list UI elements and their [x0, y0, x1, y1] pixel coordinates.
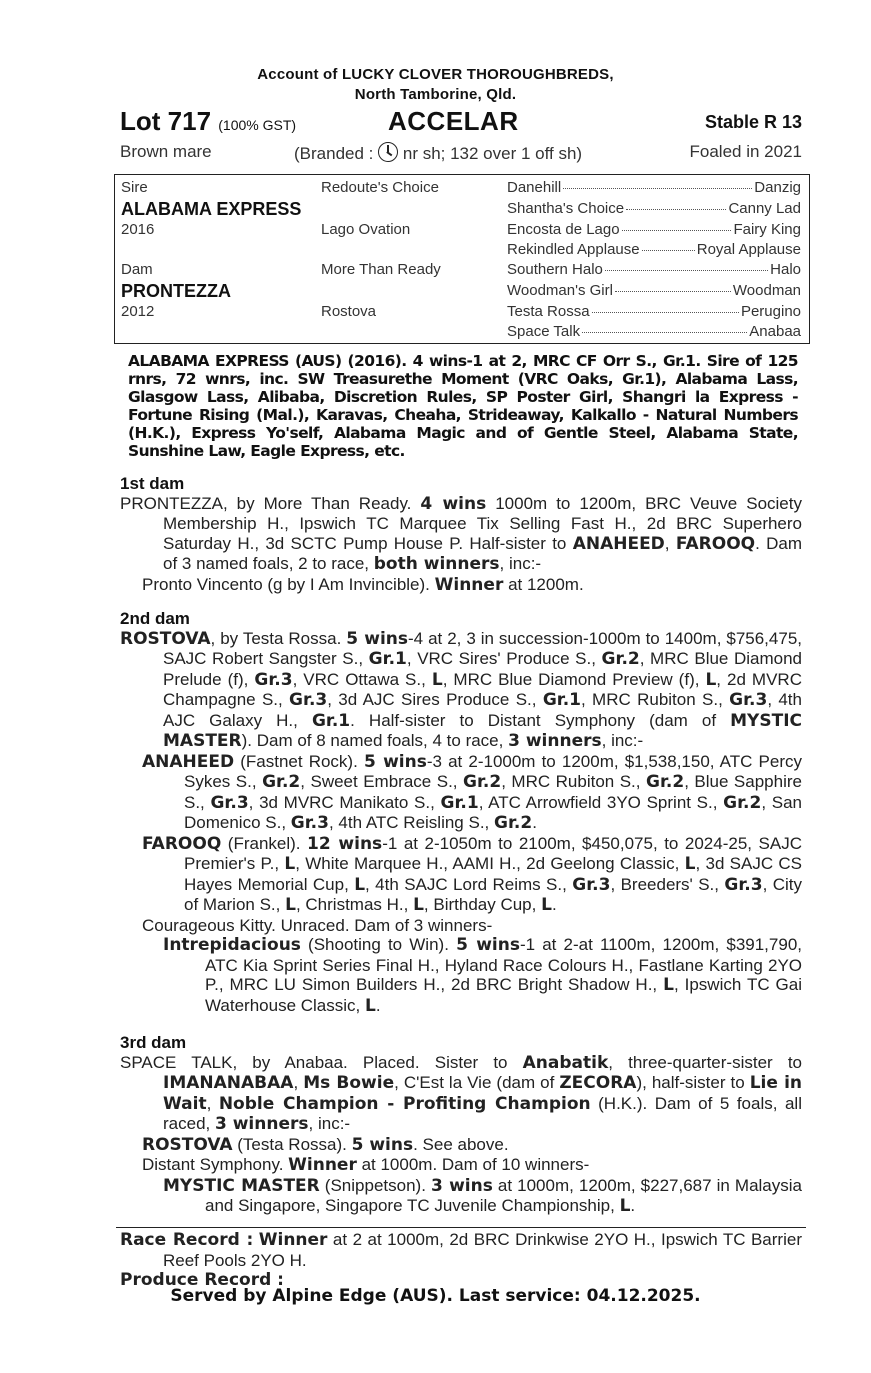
- text-segment: ,: [293, 1073, 304, 1092]
- sire-name: ALABAMA EXPRESS: [121, 199, 302, 219]
- section-heading: 1st dam: [120, 474, 185, 493]
- dam-year: 2012: [121, 303, 155, 320]
- third-dam-section: [120, 1033, 802, 1217]
- text-segment: (Snippetson).: [319, 1175, 431, 1195]
- text-segment: , 2d MVRC Champagne S.,: [163, 669, 802, 709]
- text-segment: , White Marquee H., AAMI H., 2d Geelong Classic,: [295, 854, 685, 873]
- text-segment: , Blue Sapphire S.,: [184, 772, 802, 812]
- bold-segment: Noble Champion - Profiting Champion: [218, 1093, 591, 1114]
- text-segment: , by Testa Rossa.: [210, 628, 347, 648]
- bold-segment: L: [663, 975, 674, 995]
- text-segment: , Sweet Embrace S.,: [300, 772, 464, 791]
- grandparent-row: Testa Rossa Perugino: [507, 303, 801, 320]
- grand-progeny-entry: [120, 1176, 802, 1217]
- dam-label: Dam: [121, 261, 153, 278]
- progeny-entry: Pronto Vincento (g by I Am Invincible). Winner at 1200m.: [142, 574, 584, 595]
- text-segment: (Testa Rossa).: [232, 1134, 352, 1154]
- progeny-entry: [120, 1155, 802, 1176]
- stable-number: Stable R 13: [704, 112, 802, 132]
- grandparent-row: Encosta de Lago Fairy King: [507, 221, 801, 238]
- section-heading: 3rd dam: [120, 1033, 187, 1052]
- bold-segment: L: [705, 669, 717, 690]
- text-segment: , 3d AJC Sires Produce S.,: [327, 690, 543, 709]
- grandparent-row: Shantha's Choice Canny Lad: [507, 200, 801, 217]
- text-segment: at 1000m, 1200m, $227,687 in Malaysia and Singapore, Singapore TC Juvenile Championship,: [205, 1175, 802, 1215]
- text-segment: at 1000m. Dam of 10 winners-: [356, 1155, 590, 1174]
- text-segment: , MRC Blue Diamond Preview (f),: [442, 669, 706, 689]
- section-heading: 2nd dam: [120, 609, 190, 628]
- grandparent-row: Space Talk Anabaa: [507, 323, 801, 340]
- sire-dam: Lago Ovation: [321, 221, 411, 238]
- bold-segment: Gr.3: [290, 813, 329, 833]
- text-segment: , 4th ATC Reisling S.,: [328, 813, 494, 832]
- bold-segment: 3 winners: [214, 1114, 309, 1134]
- lot-number: Lot 717 (100% GST): [120, 106, 297, 136]
- bold-segment: ZECORA: [559, 1073, 637, 1093]
- grandparent-row: Woodman's Girl Woodman: [507, 282, 801, 299]
- bold-segment: Ms Bowie: [303, 1073, 395, 1093]
- service-note: Served by Alpine Edge (AUS). Last service: 04.12.2025.: [170, 1286, 701, 1306]
- colour-sex: Brown mare: [120, 142, 212, 161]
- bold-segment: Gr.3: [254, 669, 293, 690]
- bold-segment: 3 wins: [430, 1175, 493, 1196]
- pedigree-table: [114, 174, 810, 344]
- progeny-entry: Courageous Kitty. Unraced. Dam of 3 winners-: [142, 915, 493, 935]
- bold-segment: IMANANABAA: [163, 1073, 294, 1093]
- bold-segment: Gr.1: [440, 792, 479, 813]
- records: [120, 1230, 802, 1291]
- bold-segment: Gr.1: [311, 710, 351, 731]
- text-segment: Distant Symphony.: [142, 1155, 289, 1174]
- text-segment: (Shooting to Win).: [300, 935, 457, 954]
- text-segment: .: [630, 1196, 636, 1215]
- gst-note: (100% GST): [218, 117, 297, 133]
- divider: [116, 1227, 806, 1228]
- bold-segment: MYSTIC MASTER: [163, 710, 802, 751]
- bold-segment: L: [354, 874, 366, 895]
- text-segment: -1 at 2-1050m to 2100m, $450,075, to 2024-25, SAJC Premier's P.,: [184, 833, 802, 873]
- text-segment: -4 at 2, 3 in succession-1000m to 1400m, $756,475, SAJC Robert Sangster S.,: [163, 628, 802, 668]
- grandparent-row: Southern Halo Halo: [507, 261, 801, 278]
- bold-segment: Gr.3: [289, 690, 328, 710]
- bold-segment: Gr.2: [463, 772, 502, 792]
- text-segment: . See above.: [413, 1134, 509, 1154]
- progeny-entry: [120, 834, 802, 916]
- sire-summary: ALABAMA EXPRESS (AUS) (2016). 4 wins-1 at 2, MRC CF Orr S., Gr.1. Sire of 125 rnrs, 72 wnrs, inc. SW Treasurethe Moment (VRC Oaks, Gr.1), Alabama Lass, Glasgow Lass, Alibaba, Discretion Rules, SP Poster Girl, Shangri la Express - Fortune Rising (Mal.), Karavas, Cheaha, Strideaway, Kalkallo - Natural Numbers (H.K.), Express Yo'self, Alabama Magic and of Gentle Steel, Alabama State, Sunshine Law, Eagle Express, etc.: [128, 352, 798, 460]
- second-dam-section: [120, 609, 802, 1016]
- title-row: [120, 106, 802, 140]
- bold-segment: Gr.2: [601, 649, 640, 669]
- sire-year: 2016: [121, 221, 155, 238]
- text-segment: , VRC Sires' Produce S.,: [406, 649, 602, 668]
- text-segment: , City of Marion S.,: [184, 874, 802, 914]
- text-segment: , Breeders' S.,: [610, 874, 725, 894]
- text-segment: .: [551, 895, 557, 914]
- text-segment: .: [532, 813, 537, 832]
- first-dam-paragraph: PRONTEZZA, by More Than Ready. 4 wins 1000m to 1200m, BRC Veuve Society Membership H., Ipswich TC Marquee Tix Selling Fast H., 2d BRC Superhero Saturday H., 3d SCTC Pump House P. Half-sister to ANAHEED, FAROOQ. Dam of 3 named foals, 2 to race, both winners, inc:-: [120, 493, 802, 574]
- bold-segment: 5 wins: [351, 1134, 414, 1155]
- bold-segment: Lie in Wait: [163, 1073, 803, 1114]
- progeny-entry: [120, 752, 802, 834]
- text-segment: , inc:-: [308, 1114, 351, 1133]
- bold-segment: Gr.3: [210, 792, 249, 813]
- text-segment: , 4th AJC Galaxy H.,: [163, 690, 802, 730]
- first-dam-section: [120, 474, 802, 595]
- bold-segment: Gr.2: [494, 813, 533, 833]
- race-record: Race Record : Winner at 2 at 1000m, 2d BRC Drinkwise 2YO H., Ipswich TC Barrier Reef Pools 2YO H.: [120, 1230, 802, 1270]
- bold-segment: L: [284, 854, 296, 874]
- bold-segment: L: [285, 895, 296, 915]
- bold-segment: Anabatik: [522, 1052, 609, 1073]
- text-segment: -1 at 2-at 1100m, 1200m, $391,790, ATC Kia Sprint Series Final H., Hyland Race Colours H., Fastlane Karting 2YO P., MRC LU Simon Builders H., 2d BRC Bright Shadow H.,: [205, 935, 802, 994]
- text-segment: , MRC Blue Diamond Prelude (f),: [163, 649, 803, 689]
- text-segment: , Birthday Cup,: [423, 895, 542, 914]
- bold-segment: ROSTOVA: [120, 628, 211, 649]
- bold-segment: 12 wins: [307, 833, 383, 854]
- bold-segment: L: [541, 895, 552, 915]
- bold-segment: Intrepidacious: [163, 935, 301, 955]
- sire-sire: Redoute's Choice: [321, 179, 439, 196]
- third-dam-paragraph: [120, 1053, 802, 1135]
- text-segment: , Christmas H.,: [295, 895, 414, 914]
- text-segment: . Half-sister to Distant Symphony (dam of: [350, 710, 731, 730]
- text-segment: , San Domenico S.,: [184, 792, 802, 832]
- brand-clock-icon: [378, 142, 398, 162]
- bold-segment: Gr.2: [646, 772, 685, 792]
- grand-progeny-entry: [120, 935, 802, 1016]
- progeny-entry: [120, 1135, 802, 1156]
- text-segment: -3 at 2-1000m to 1200m, $1,538,150, ATC Percy Sykes S.,: [184, 751, 802, 791]
- text-segment: SPACE TALK, by Anabaa. Placed. Sister to: [120, 1052, 523, 1072]
- bold-segment: L: [619, 1196, 631, 1216]
- bold-segment: Gr.3: [729, 690, 768, 710]
- text-segment: (H.K.). Dam of 5 foals, all raced,: [163, 1093, 802, 1133]
- vendor-line: Account of LUCKY CLOVER THOROUGHBREDS,: [257, 66, 614, 83]
- dam-sire: More Than Ready: [321, 261, 441, 278]
- text-segment: , VRC Ottawa S.,: [292, 669, 432, 689]
- bold-segment: Gr.1: [368, 649, 407, 669]
- grandparent-row: Rekindled Applause Royal Applause: [507, 241, 801, 258]
- bold-segment: Gr.3: [572, 874, 611, 895]
- bold-segment: ANAHEED: [142, 751, 235, 772]
- text-segment: ,: [206, 1093, 219, 1113]
- bold-segment: Gr.3: [724, 874, 763, 895]
- text-segment: ). Dam of 8 named foals, 4 to race,: [241, 731, 509, 750]
- text-segment: , MRC Rubiton S.,: [581, 690, 730, 709]
- vendor-location: North Tamborine, Qld.: [354, 86, 517, 103]
- bold-segment: 3 winners: [508, 731, 602, 751]
- text-segment: , MRC Rubiton S.,: [501, 772, 646, 791]
- bold-segment: L: [431, 669, 443, 690]
- horse-name: ACCELAR: [388, 106, 519, 136]
- text-segment: , C'Est la Vie (dam of: [394, 1073, 560, 1092]
- grandparent-row: Danehill Danzig: [507, 179, 801, 196]
- bold-segment: 5 wins: [346, 628, 408, 649]
- text-segment: (Fastnet Rock).: [234, 751, 364, 771]
- second-dam-paragraph: [120, 629, 802, 752]
- bold-segment: Gr.1: [542, 690, 582, 710]
- text-segment: , Ipswich TC Gai Waterhouse Classic,: [205, 975, 802, 1015]
- bold-segment: Gr.2: [723, 792, 762, 813]
- bold-segment: 5 wins: [363, 751, 427, 772]
- text-segment: , 3d SAJC CS Hayes Memorial Cup,: [184, 854, 803, 894]
- foaled-year: Foaled in 2021: [689, 142, 802, 161]
- text-segment: , ATC Arrowfield 3YO Sprint S.,: [478, 792, 724, 812]
- text-segment: .: [375, 995, 381, 1015]
- brand-info: (Branded : nr sh; 132 over 1 off sh): [294, 144, 583, 163]
- dam-dam: Rostova: [321, 303, 377, 320]
- text-segment: , 3d MVRC Manikato S.,: [248, 792, 441, 812]
- bold-segment: L: [364, 995, 376, 1016]
- text-segment: , 4th SAJC Lord Reims S.,: [365, 874, 573, 894]
- text-segment: , inc:-: [601, 731, 644, 750]
- produce-record: Produce Record :: [120, 1270, 284, 1290]
- bold-segment: Gr.2: [262, 772, 301, 792]
- sire-label: Sire: [121, 179, 148, 196]
- bold-segment: 5 wins: [456, 935, 520, 955]
- bold-segment: L: [684, 854, 696, 874]
- text-segment: ), half-sister to: [636, 1073, 750, 1092]
- bold-segment: MYSTIC MASTER: [163, 1175, 320, 1196]
- dam-name: PRONTEZZA: [121, 281, 231, 301]
- text-segment: (Frankel).: [221, 833, 308, 853]
- bold-segment: Winner: [288, 1155, 357, 1175]
- bold-segment: FAROOQ: [142, 833, 222, 854]
- text-segment: , three-quarter-sister to: [608, 1052, 802, 1072]
- bold-segment: ROSTOVA: [142, 1134, 233, 1155]
- bold-segment: L: [413, 895, 424, 915]
